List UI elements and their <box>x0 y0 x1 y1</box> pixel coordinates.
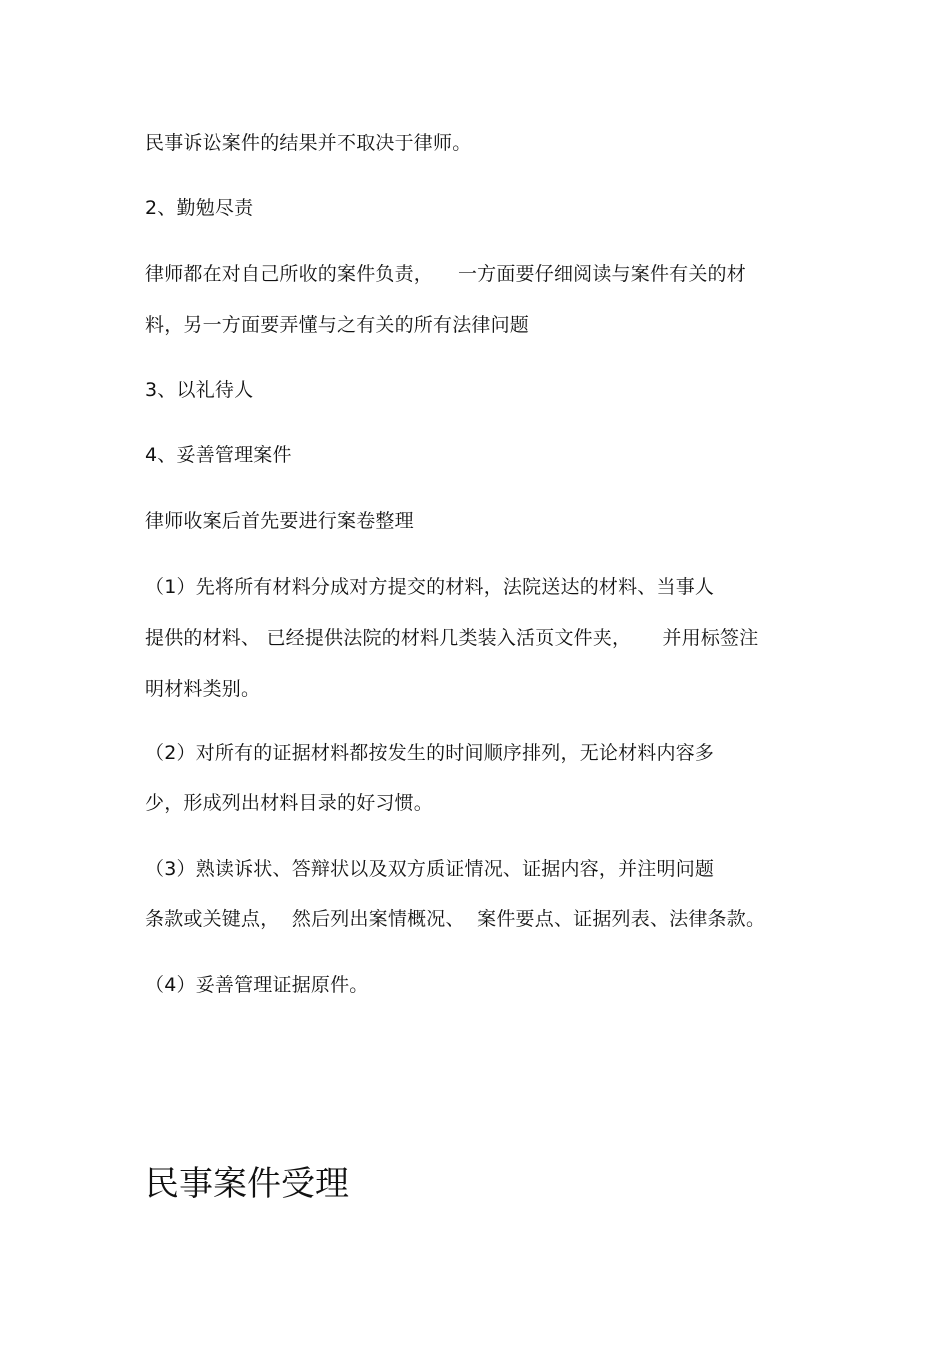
text-line: 料，另一方面要弄懂与之有关的所有法律问题 <box>145 314 530 336</box>
section-heading: 3、以礼待人 <box>145 379 254 401</box>
text-line: 提供的材料、 已经提供法院的材料几类装入活页文件夹， 并用标签注 <box>145 627 759 649</box>
list-item: （4）妥善管理证据原件。 <box>145 974 369 996</box>
section-heading: 2、勤勉尽责 <box>145 197 254 219</box>
list-item: （3）熟读诉状、答辩状以及双方质证情况、证据内容，并注明问题 <box>145 858 715 880</box>
text-line: 民事诉讼案件的结果并不取决于律师。 <box>145 132 472 154</box>
page-title: 民事案件受理 <box>145 1164 349 1204</box>
list-item: （1）先将所有材料分成对方提交的材料，法院送达的材料、当事人 <box>145 576 715 598</box>
list-item: （2）对所有的证据材料都按发生的时间顺序排列，无论材料内容多 <box>145 742 715 764</box>
text-line: 条款或关键点， 然后列出案情概况、 案件要点、证据列表、法律条款。 <box>145 908 766 930</box>
section-heading: 4、妥善管理案件 <box>145 444 292 466</box>
text-line: 少，形成列出材料目录的好习惯。 <box>145 792 434 814</box>
text-line: 律师都在对自己所收的案件负责， 一方面要仔细阅读与案件有关的材 <box>145 263 746 285</box>
text-line: 明材料类别。 <box>145 678 261 700</box>
text-line: 律师收案后首先要进行案卷整理 <box>145 510 414 532</box>
